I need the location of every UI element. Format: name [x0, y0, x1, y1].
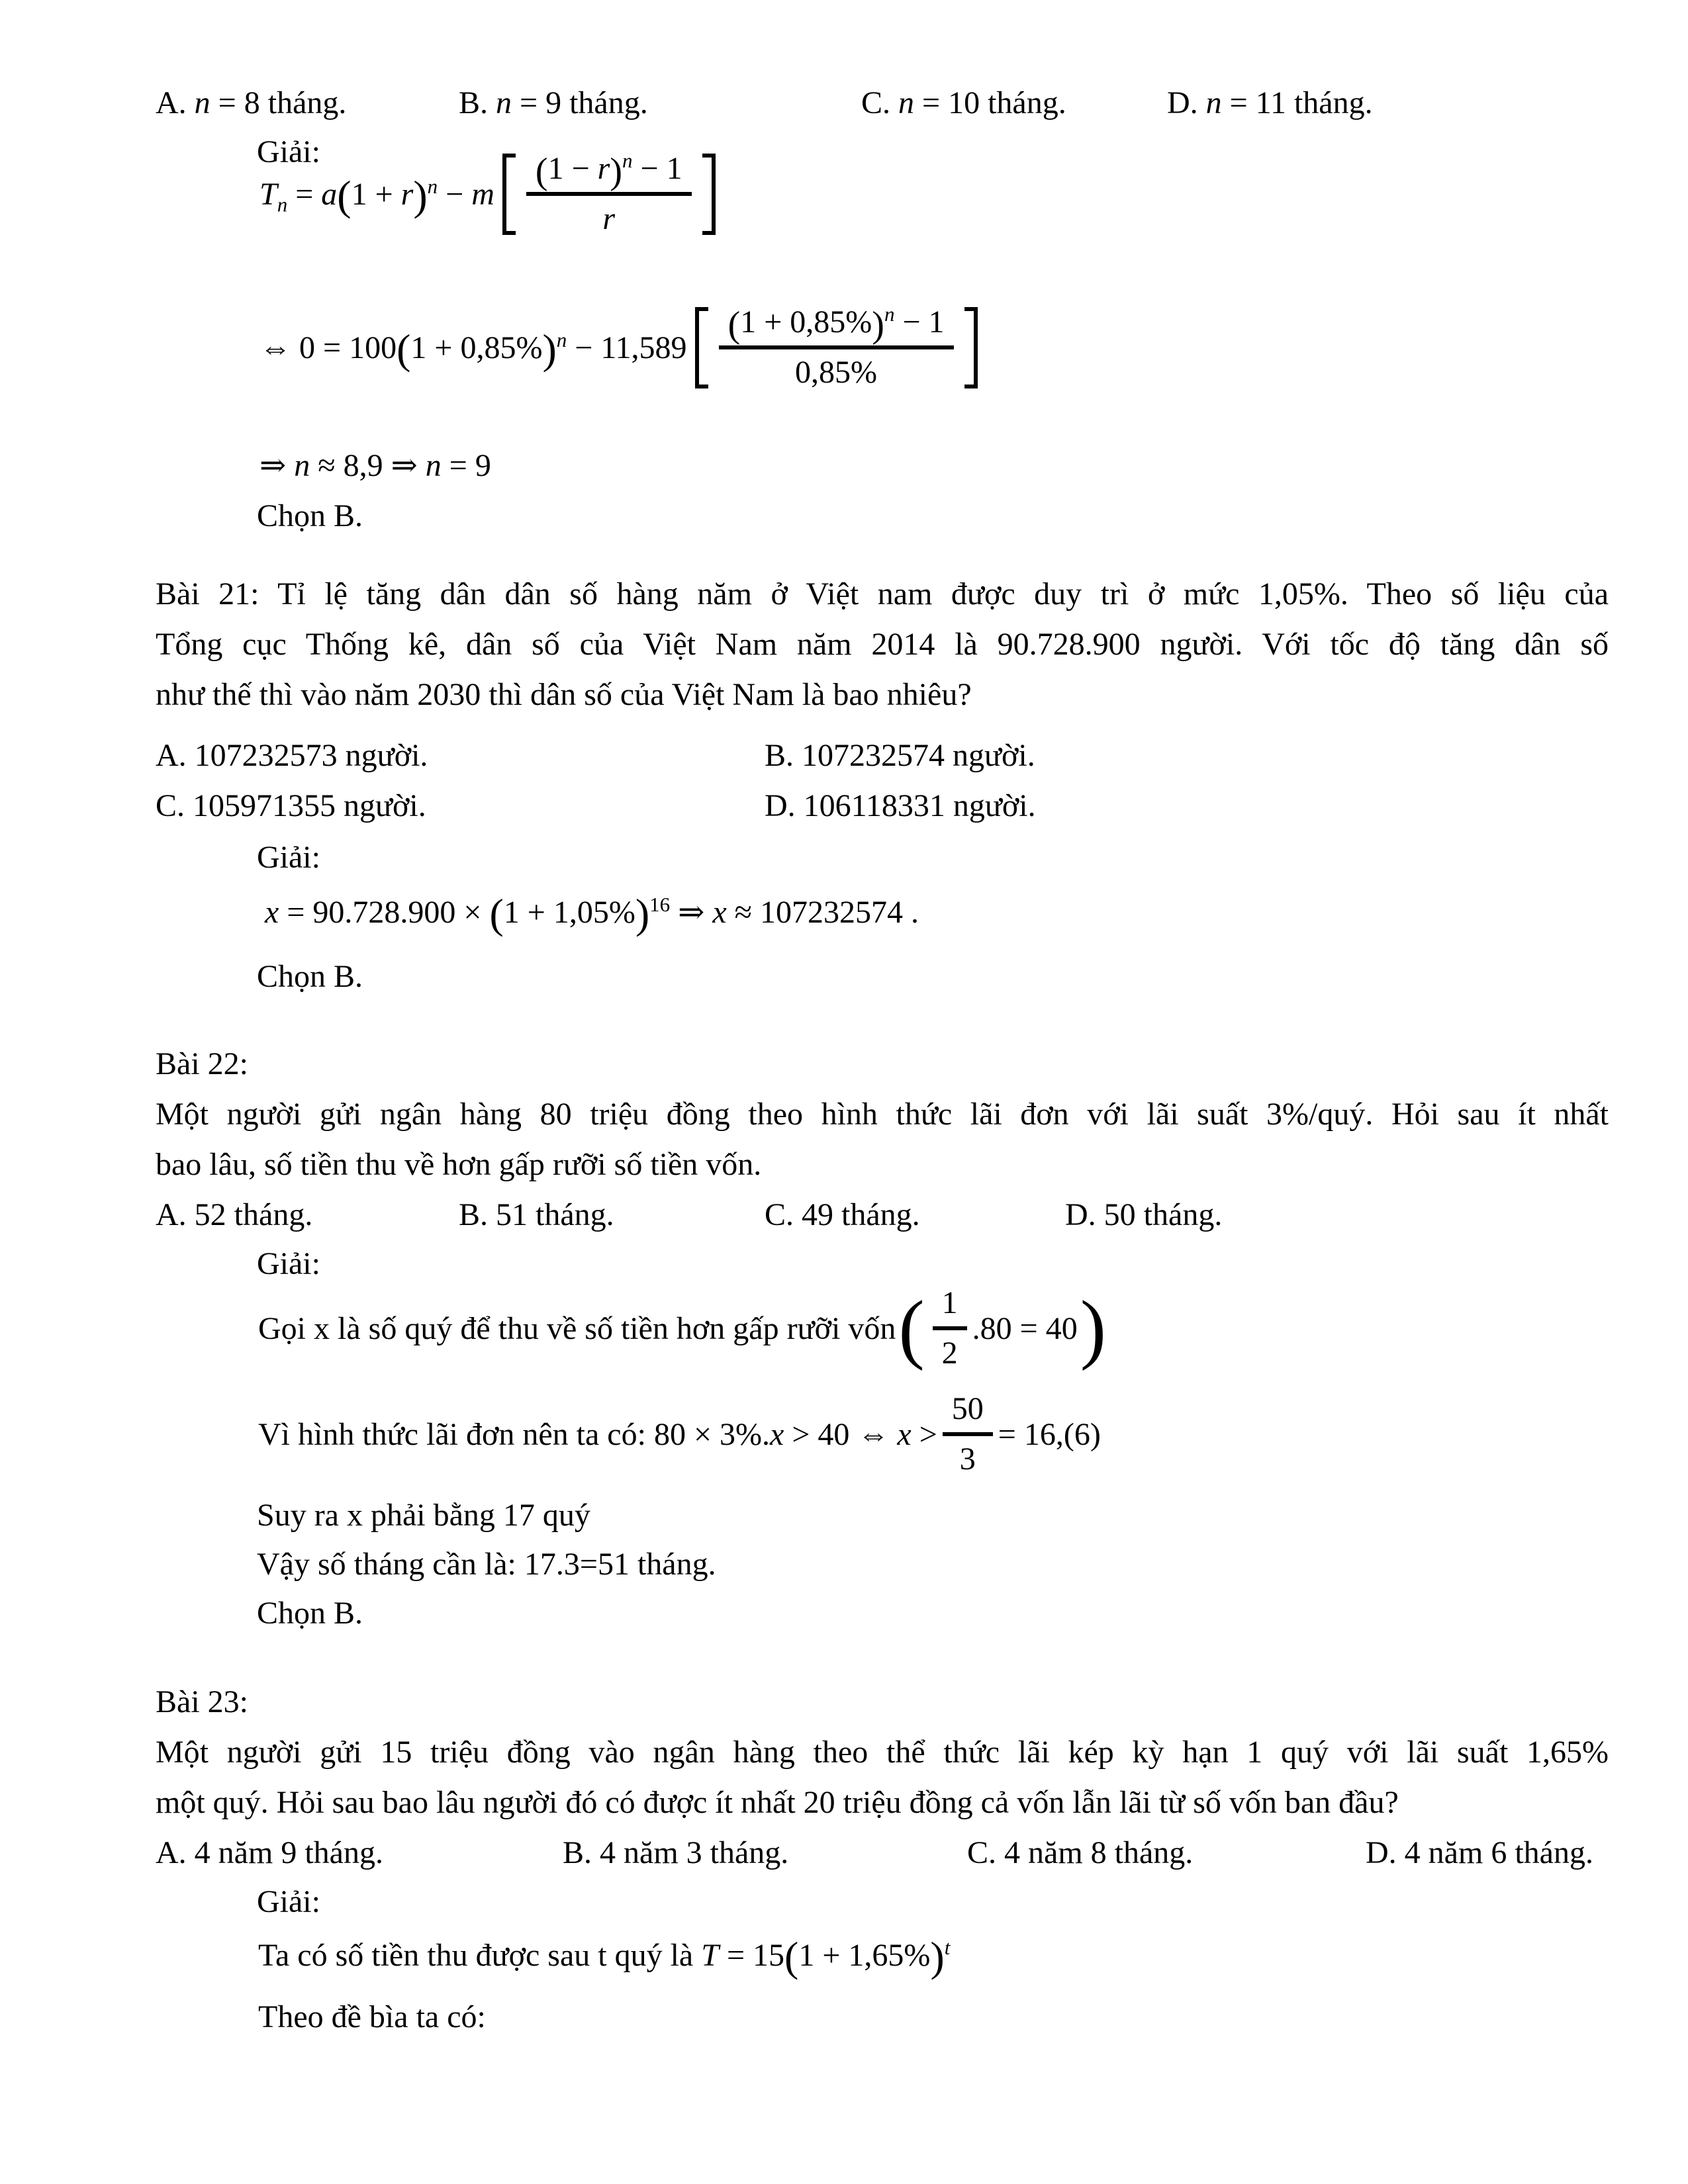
q22-solution-line-1 [258, 1287, 1109, 1371]
q21-answer-row-1 [156, 731, 1035, 781]
paragraph-line: bao lâu, số tiền thu về hơn gấp rưỡi số tiền vốn. [156, 1147, 762, 1182]
q22-solution-line-2 [258, 1392, 1101, 1477]
paragraph-line: như thế thì vào năm 2030 thì dân số của Việt Nam là bao nhiêu? [156, 677, 972, 712]
big-open-paren: ( [898, 1285, 925, 1372]
answer-var: n [1205, 85, 1222, 120]
q20-choose-answer: Chọn B. [257, 498, 363, 533]
answer-text: = 8 tháng. [218, 85, 347, 120]
left-bracket-icon [695, 307, 708, 388]
big-close-paren: ) [1080, 1285, 1106, 1372]
q21-solution-heading: Giải: [257, 840, 320, 875]
fraction [719, 302, 954, 390]
answer-label: B. [459, 85, 489, 120]
q23-answer-c: C. 4 năm 8 tháng. [967, 1835, 1194, 1870]
answer-text: = 10 tháng. [922, 85, 1066, 120]
paragraph-line: một quý. Hỏi sau bao lâu người đó có được ít nhất 20 triệu đồng cả vốn lẫn lãi từ số vốn ban đầu? [156, 1785, 1399, 1820]
answer-label: D. [1167, 85, 1198, 120]
fraction-numerator: 50 [951, 1391, 984, 1426]
paragraph-line: Một người gửi ngân hàng 80 triệu đồng theo hình thức lãi đơn với lãi suất 3%/quý. Hỏi sau ít nhất [156, 1097, 1609, 1132]
q21-formula: $x = 90.728.900 \times (1 + 1,05\%)^{16}$ ⇒ x ≈ 107232574 . [265, 890, 919, 937]
fraction-numerator: $(1 - r)^n - 1$ [535, 149, 682, 192]
fraction-denominator: 0,85% [719, 345, 954, 389]
q22-answer-row [156, 1190, 1222, 1240]
answer-var: n [194, 85, 211, 120]
answer-text: = 9 tháng. [520, 85, 648, 120]
answer-var: n [898, 85, 915, 120]
fraction [933, 1287, 967, 1371]
formula-left-part: ⇔ $0 = 100(1 + 0,85\%)^n - 11,589$ [259, 325, 687, 373]
right-bracket-icon [702, 154, 716, 235]
q22-answer-d: D. 50 tháng. [1065, 1197, 1223, 1232]
q20-answer-b [459, 78, 861, 128]
fraction-numerator: $(1 + 0,85\%)^n - 1$ [727, 302, 945, 345]
q20-answer-row [156, 78, 1373, 128]
q23-answer-a: A. 4 năm 9 tháng. [156, 1835, 383, 1870]
q22-answer-a: A. 52 tháng. [156, 1197, 313, 1232]
solution-text: Gọi x là số quý để thu về số tiền hơn gấp rưỡi vốn [258, 1310, 896, 1346]
fraction-numerator: 1 [941, 1285, 958, 1320]
q21-answer-d: D. 106118331 người. [765, 788, 1036, 823]
q22-solution-line-3: Suy ra x phải bằng 17 quý [257, 1498, 590, 1533]
fraction [526, 149, 692, 237]
q22-choose-answer: Chọn B. [257, 1596, 363, 1631]
q21-answer-row-2 [156, 781, 1036, 831]
q23-answer-row [156, 1828, 1593, 1878]
answer-var: n [496, 85, 512, 120]
q23-answer-d: D. 4 năm 6 tháng. [1366, 1835, 1593, 1870]
q20-formula-equation [259, 302, 986, 390]
q21-answer-c: C. 105971355 người. [156, 788, 426, 823]
q23-solution-line-1: Ta có số tiền thu được sau t quý là $T = 15(1 + 1,65\%)^t$ [258, 1933, 951, 1980]
q23-solution-line-2: Theo đề bìa ta có: [258, 1999, 486, 2034]
solution-text: .80 = 40 [972, 1310, 1078, 1346]
q22-answer-b: B. 51 tháng. [459, 1197, 614, 1232]
left-bracket-icon [502, 154, 516, 235]
q21-answer-a: A. 107232573 người. [156, 738, 428, 773]
q22-title: Bài 22: [156, 1046, 248, 1081]
q23-answer-b: B. 4 năm 3 tháng. [563, 1835, 789, 1870]
q22-solution-heading: Giải: [257, 1246, 320, 1281]
q21-choose-answer: Chọn B. [257, 959, 363, 994]
q20-answer-c [861, 78, 1167, 128]
solution-text: Vì hình thức lãi đơn nên ta có: 80 × 3%.x > 40 ⇔ x > [258, 1416, 937, 1452]
paragraph-line: Bài 21: Tỉ lệ tăng dân dân số hàng năm ở Việt nam được duy trì ở mức 1,05%. Theo số liệu của [156, 576, 1609, 612]
q22-problem-text [156, 1089, 1609, 1190]
q22-answer-c: C. 49 tháng. [765, 1197, 920, 1232]
right-bracket-icon [964, 307, 978, 388]
q22-solution-line-4: Vậy số tháng cần là: 17.3=51 tháng. [257, 1547, 716, 1582]
solution-text: = 16,(6) [998, 1416, 1101, 1452]
answer-label: C. [861, 85, 891, 120]
q23-solution-heading: Giải: [257, 1884, 320, 1919]
q20-solution-heading: Giải: [257, 134, 320, 169]
q20-answer-d [1167, 78, 1373, 128]
q21-answer-b: B. 107232574 người. [765, 738, 1035, 773]
q21-problem-text [156, 569, 1609, 720]
q23-title: Bài 23: [156, 1684, 248, 1719]
answer-text: = 11 tháng. [1229, 85, 1373, 120]
fraction-denominator: r [526, 192, 692, 236]
paragraph-line: Một người gửi 15 triệu đồng vào ngân hàng theo thể thức lãi kép kỳ hạn 1 quý với lãi suất 1,65% [156, 1735, 1609, 1770]
q20-formula-result: ⇒ n ≈ 8,9 ⇒ n = 9 [259, 448, 491, 483]
q23-problem-text [156, 1727, 1609, 1828]
formula-left-part: $T_n = a(1 + r)^n - m$ [259, 171, 494, 219]
fraction-denominator: 3 [943, 1432, 993, 1476]
q20-answer-a [156, 78, 459, 128]
answer-label: A. [156, 85, 187, 120]
paragraph-line: Tổng cục Thống kê, dân số của Việt Nam năm 2014 là 90.728.900 người. Với tốc độ tăng dân số [156, 627, 1609, 662]
fraction [943, 1392, 993, 1477]
fraction-denominator: 2 [933, 1326, 967, 1370]
